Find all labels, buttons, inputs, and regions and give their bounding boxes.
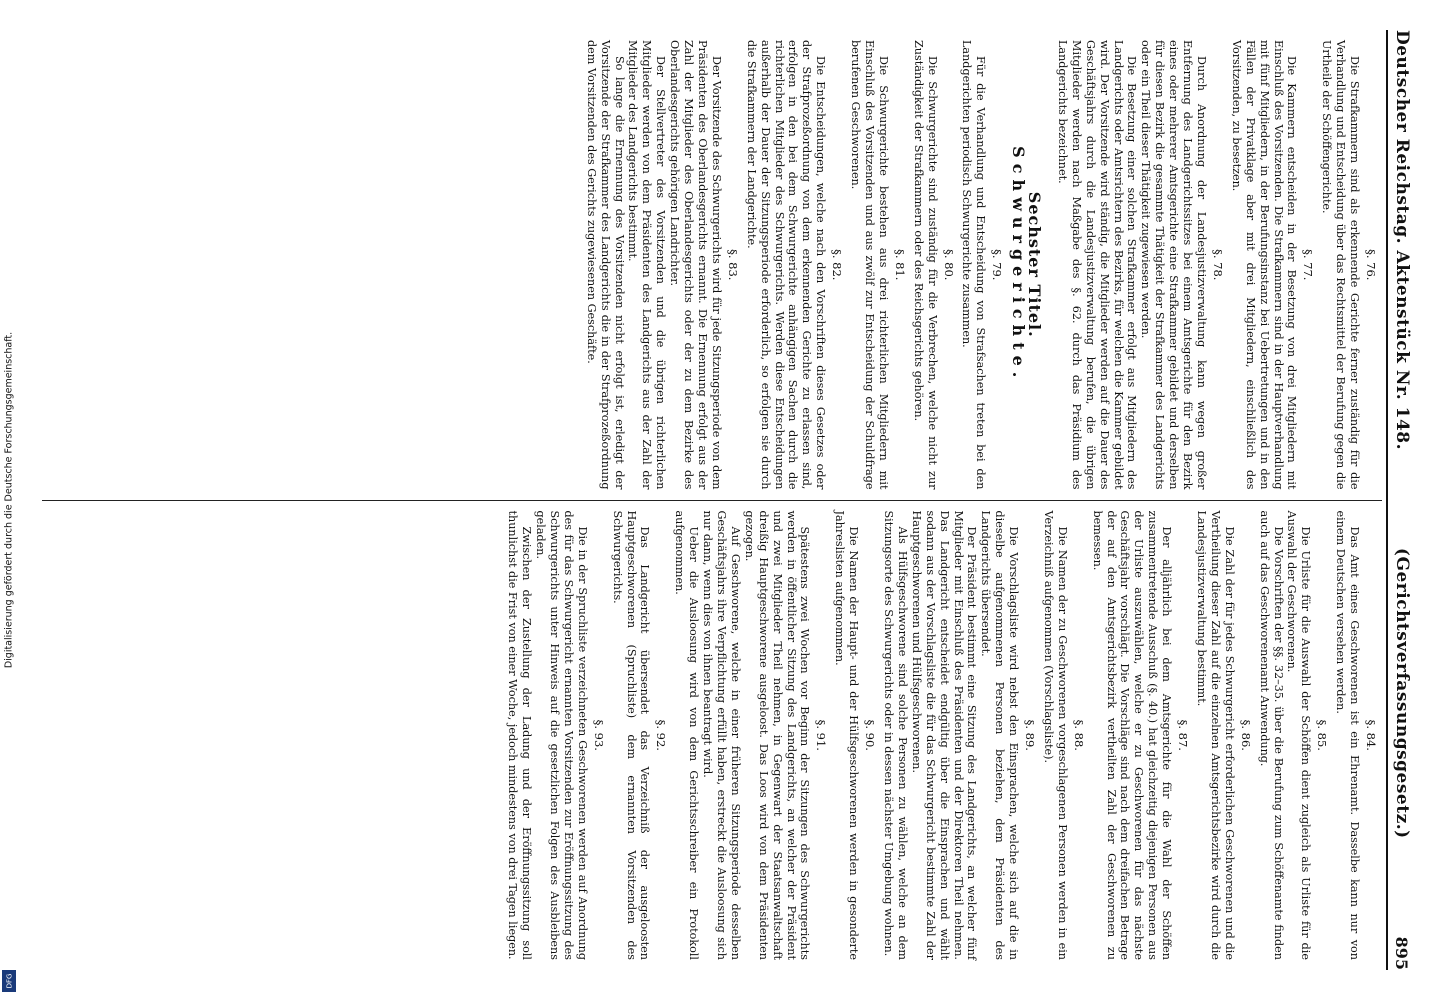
paragraph: Die Vorschlagsliste wird nebst den Einsprachen, welche sich auf die in dieselbe aufgenommenen Personen beziehen, dem Präsidenten des Landgerichts übersendet. — [979, 510, 1021, 960]
title-name: Schwurgerichte. — [1009, 146, 1029, 384]
paragraph: Spätestens zwei Wochen vor Beginn der Sitzungen des Schwurgerichts werden in öffentlicher Sitzung des Landgerichts, an welcher der Präsident und zwei Mitglieder Theil nehmen, in Gegenwart der Staatsanwaltschaft dreißig Hauptgeschworene ausgeloost. Das Loos wird von dem Präsidenten gezogen. — [742, 510, 812, 960]
document-page — [20, 0, 1432, 1000]
paragraph: Das Landgericht übersendet das Verzeichniß der ausgeloosten Hauptgeschworenen (Spruchliste) dem ernannten Vorsitzenden des Schwurgerichts. — [610, 510, 652, 960]
section-heading: §. 93. — [591, 719, 606, 751]
header-title: Deutscher Reichstag. Aktenstück Nr. 148. — [1392, 30, 1412, 451]
section-heading: §. 90. — [863, 719, 878, 751]
paragraph: Durch Anordnung der Landesjustizverwaltung kann wegen großer Entfernung des Landgerichtssitzes bei einem Amtsgerichte für den Bezirk eines oder mehrerer Amtsgerichte eine Strafkammer gebildet und derselben für diesen Bezirk die gesammte Thätigkeit der Strafkammer des Landgerichts oder ein Theil dieser Thätigkeit zugewiesen werden. — [1139, 40, 1209, 490]
paragraph: So lange die Ernennung des Vorsitzenden nicht erfolgt ist, erledigt der Vorsitzende der Strafkammer des Landgerichts die in der Strafprozeßordnung dem Vorsitzenden des Gerichts zugewiesenen Geschäfte. — [584, 40, 626, 490]
section-heading: §. 76. — [1364, 249, 1378, 281]
section-heading: §. 81. — [892, 249, 907, 281]
page-number: 895 — [1392, 936, 1411, 970]
section-heading: §. 80. — [941, 249, 956, 281]
section-heading: §. 84. — [1364, 719, 1378, 751]
left-column — [42, 30, 1382, 500]
paragraph: Die Strafkammern sind als erkennende Gerichte ferner zuständig für die Verhandlung und Entscheidung über das Rechtsmittel der Berufung gegen die Urtheile der Schöffengerichte. — [1320, 40, 1362, 490]
paragraph: Die Schwurgerichte bestehen aus drei richterlichen Mitgliedern mit Einschluß des Vorsitzenden und aus zwölf zur Entscheidung der Schuldfrage berufenen Geschworenen. — [849, 40, 890, 490]
section-heading: §. 82. — [830, 249, 845, 281]
section-heading: §. 91. — [814, 719, 829, 751]
section-heading: §. 85. — [1315, 719, 1330, 751]
dfg-logo-text: DFG — [5, 973, 13, 989]
paragraph: Die Schwurgerichte sind zuständig für die Verbrechen, welche nicht zur Zuständigkeit der Strafkammern oder des Reichsgerichts gehören. — [911, 40, 939, 490]
paragraph: Auf Geschworene, welche in einer früheren Sitzungsperiode desselben Geschäftsjahrs ihre Verpflichtung erfüllt haben, erstreckt die Ausloosung sich nur dann, wenn dies von ihnen beantragt wird. — [701, 510, 742, 960]
section-heading: §. 78. — [1210, 249, 1225, 281]
header-subtitle: (Gerichtsverfassungsgesetz.) — [1392, 547, 1412, 839]
paragraph: Die Urliste für die Auswahl der Schöffen dient zugleich als Urliste für die Auswahl der Geschworenen. — [1285, 510, 1313, 960]
section-heading: §. 83. — [725, 249, 740, 281]
text-columns — [42, 30, 1382, 970]
paragraph: Der Stellvertreter des Vorsitzenden und die übrigen richterlichen Mitglieder werden von dem Präsidenten des Landgerichts aus der Zahl der Mitglieder des Landgerichts bestimmt. — [626, 40, 668, 490]
paragraph: Die Namen der Haupt- und der Hülfsgeschworenen werden in gesonderte Jahreslisten aufgenommen. — [833, 510, 861, 960]
paragraph: Als Hülfsgeschworene sind solche Personen zu wählen, welche an dem Sitzungsorte des Schwurgerichts oder in dessen nächster Umgebung wohnen. — [882, 510, 909, 960]
paragraph: Der Präsident bestimmt eine Sitzung des Landgerichts, an welcher fünf Mitglieder mit Einschluß des Präsidenten und der Direktoren Theil nehmen. Das Landgericht entscheidet endgültig über die Einsprachen und wählt sodann aus der Vorschlagsliste die für das Schwurgericht bestimmte Zahl der Hauptgeschworenen und Hülfsgeschworenen. — [909, 510, 979, 960]
section-heading: §. 87. — [1176, 719, 1191, 751]
paragraph: Zwischen der Zustellung der Ladung und der Eröffnungssitzung soll thunlichst die Frist von einer Woche, jedoch mindestens von drei Tagen liegen. — [506, 510, 534, 960]
paragraph: Für die Verhandlung und Entscheidung von Strafsachen treten bei den Landgerichten periodisch Schwurgerichte zusammen. — [960, 40, 988, 490]
paragraph: Die Entscheidungen, welche nach den Vorschriften dieses Gesetzes oder der Strafprozeßordnung von dem erkennenden Gerichte zu erlassen sind, erfolgen in den bei dem Schwurgerichte anhängigen Sachen durch die richterlichen Mitglieder des Schwurgerichts. Werden diese Entscheidungen außerhalb der Dauer der Sitzungsperiode erforderlich, so erfolgen sie durch die Strafkammern der Landgerichte. — [744, 40, 828, 490]
paragraph: Die Besetzung einer solchen Strafkammer erfolgt aus Mitgliedern des Landgerichts oder Amtsrichtern des Bezirks, für welchen die Kammer gebildet wird. Der Vorsitzende wird ständig, die Mitglieder werden auf die Dauer des Geschäftsjahrs durch die Landesjustizverwaltung berufen, die übrigen Mitglieder werden nach Maßgabe des §. 62. durch das Präsidium des Landgerichts bezeichnet. — [1055, 40, 1139, 490]
section-heading: §. 77. — [1301, 249, 1316, 281]
page-header — [1386, 30, 1418, 970]
section-heading: §. 88. — [1071, 719, 1086, 751]
paragraph: Die in der Spruchliste verzeichneten Geschworenen werden auf Anordnung des für das Schwurgericht ernannten Vorsitzenden zur Eröffnungssitzung des Schwurgerichts unter Hinweis auf die gesetzlichen Folgen des Ausbleibens geladen. — [534, 510, 589, 960]
digitization-sidebar — [0, 0, 18, 1000]
paragraph: Das Amt eines Geschworenen ist ein Ehrenamt. Dasselbe kann nur von einem Deutschen versehen werden. — [1334, 510, 1362, 960]
dfg-logo — [2, 970, 16, 992]
section-heading: §. 89. — [1023, 719, 1038, 751]
digitization-credit: Digitalisierung gefördert durch die Deutsche Forschungsgemeinschaft. — [3, 331, 15, 669]
section-heading: §. 79. — [990, 249, 1005, 281]
title-heading: Sechster Titel. — [1025, 191, 1045, 338]
paragraph: Die Kammern entscheiden in der Besetzung von drei Mitgliedern mit Einschluß des Vorsitzenden. Die Strafkammern sind in der Hauptverhandlung mit fünf Mitgliedern, in der Berufungsinstanz bei Uebertretungen und in den Fällen der Privatklage aber mit drei Mitgliedern, einschließlich des Vorsitzenden, zu besetzen. — [1229, 40, 1299, 490]
paragraph: Die Namen der zu Geschworenen vorgeschlagenen Personen werden in ein Verzeichniß aufgenommen (Vorschlagsliste). — [1041, 510, 1069, 960]
paragraph: Die Zahl der für jedes Schwurgericht erforderlichen Geschworenen und die Vertheilung dieser Zahl auf die einzelnen Amtsgerichtsbezirke wird durch die Landesjustizverwaltung bestimmt. — [1195, 510, 1236, 960]
section-heading: §. 92. — [654, 719, 669, 751]
paragraph: Ueber die Ausloosung wird von dem Gerichtsschreiber ein Protokoll aufgenommen. — [673, 510, 701, 960]
right-column — [42, 501, 1382, 971]
paragraph: Der alljährlich bei dem Amtsgerichte für die Wahl der Schöffen zusammentretende Ausschuß (§. 40.) hat gleichzeitig diejenigen Personen aus der Urliste auszuwählen, welche er zu Geschworenen für das nächste Geschäftsjahr vorschlägt. Die Vorschläge sind nach dem dreifachen Betrage der auf den Amtsgerichtsbezirk vertheilten Zahl der Geschworenen zu bemessen. — [1090, 510, 1174, 960]
paragraph: Die Vorschriften der §§. 32–35. über die Berufung zum Schöffenamte finden auch auf das Geschworenenamt Anwendung. — [1257, 510, 1285, 960]
paragraph: Der Vorsitzende des Schwurgerichts wird für jede Sitzungsperiode von dem Präsidenten des Oberlandesgerichts ernannt. Die Ernennung erfolgt aus der Zahl der Mitglieder des Oberlandesgerichts oder der zu dem Bezirke des Oberlandesgerichts gehörigen Landrichter. — [668, 40, 723, 490]
section-heading: §. 86. — [1238, 719, 1253, 751]
